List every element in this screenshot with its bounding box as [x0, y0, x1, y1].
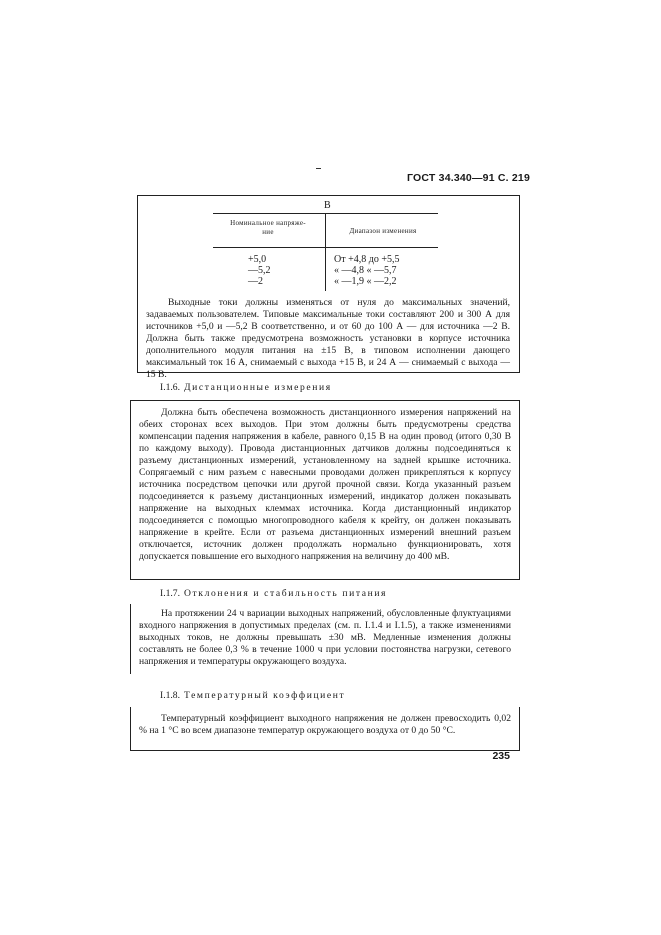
- section-number: I.1.7.: [160, 588, 180, 599]
- page-number: 235: [492, 750, 510, 762]
- table-caption: В: [324, 200, 331, 211]
- section-title: Температурный коэффициент: [183, 690, 346, 701]
- output-currents-paragraph: Выходные токи должны изменяться от нуля до максимальных значений, задаваемых пользователем. Типовые максимальные токи составляют 200 и 300 А для источников +5,0 и —5,2 В соответственно, и от 60 до 100 А — для источника —2 В. Должна быть также предусмотрена возможность установки в корпусе источника дополнительного модуля питания на ±15 В, в типовом исполнении дающего максимальный ток 16 А, снимаемый с выхода +15 В, и 24 А — снимаемый с выхода —15 В.: [146, 297, 510, 380]
- section-heading-118: [160, 690, 345, 701]
- col-header-range: Диапазон изменения: [349, 227, 417, 235]
- page-header: ГОСТ 34.340—91 С. 219: [407, 172, 530, 184]
- range-value: « —1,9 « —2,2: [334, 276, 397, 287]
- nominal-value: +5,0: [248, 254, 267, 265]
- range-value: « —4,8 « —5,7: [334, 265, 397, 276]
- remote-measurement-paragraph: Должна быть обеспечена возможность дистанционного измерения напряжений на обеих сторонах всех выходов. При этом должны быть предусмотрены средства компенсации падения напряжения в кабеле, равного 0,15 В на один провод (итого 0,30 В по каждому выходу). Провода дистанционных датчиков должны подсоединяться к разъему дистанционных измерений, установленному на задней крышке источника. Сопрягаемый с ним разъем с навесными проводами должен прикрепляться к корпусу источника посредством цепочки или другой прочной связи. Когда указанный разъем подсоединяется к разъему дистанционных измерений, индикатор должен показывать напряжение на выходных клеммах источника. Когда дистанционный индикатор подсоединяется с помощью многопроводного кабеля к крейту, он должен показывать напряжение в крейте. Если от разъема дистанционных измерений внешний разъем отключается, источник должен продолжать нормально функционировать, хотя допускается повышение его выходного напряжения на величину до 400 мВ.: [139, 407, 511, 562]
- remote-measurement-box: [130, 400, 520, 580]
- scan-mark: [316, 168, 321, 169]
- range-column: [334, 254, 444, 287]
- section-number: I.1.8.: [160, 690, 180, 701]
- stability-paragraph: На протяжении 24 ч вариации выходных напряжений, обусловленные флуктуациями входного напряжения в допустимых пределах (см. п. I.1.4 и I.1.5), а также изменениями выходных токов, не должны превышать ±30 мВ. Медленные изменения должны составлять не более 0,3 % в течение 1000 ч при условии постоянства нагрузки, сетевого напряжения и температуры окружающего воздуха.: [139, 608, 511, 667]
- table-rule-vertical: [325, 213, 326, 291]
- section-title: Отклонения и стабильность питания: [183, 588, 388, 599]
- range-value: От +4,8 до +5,5: [334, 254, 400, 265]
- stability-box: [130, 604, 520, 674]
- col-header-nominal: Номинальное напряже- ние: [230, 219, 306, 236]
- section-heading-117: [160, 588, 387, 599]
- section-title: Дистанционные измерения: [183, 382, 332, 393]
- section-heading-116: [160, 382, 332, 393]
- temperature-paragraph: Температурный коэффициент выходного напряжения не должен превосходить 0,02 % на 1 °С во всем диапазоне температур окружающего воздуха от 0 до 50 °С.: [139, 713, 511, 736]
- table-box: [137, 195, 520, 380]
- nominal-value: —2: [248, 276, 263, 287]
- section-number: I.1.6.: [160, 382, 180, 393]
- nominal-column: [248, 254, 308, 287]
- temperature-box: [130, 707, 520, 751]
- nominal-value: —5,2: [248, 265, 271, 276]
